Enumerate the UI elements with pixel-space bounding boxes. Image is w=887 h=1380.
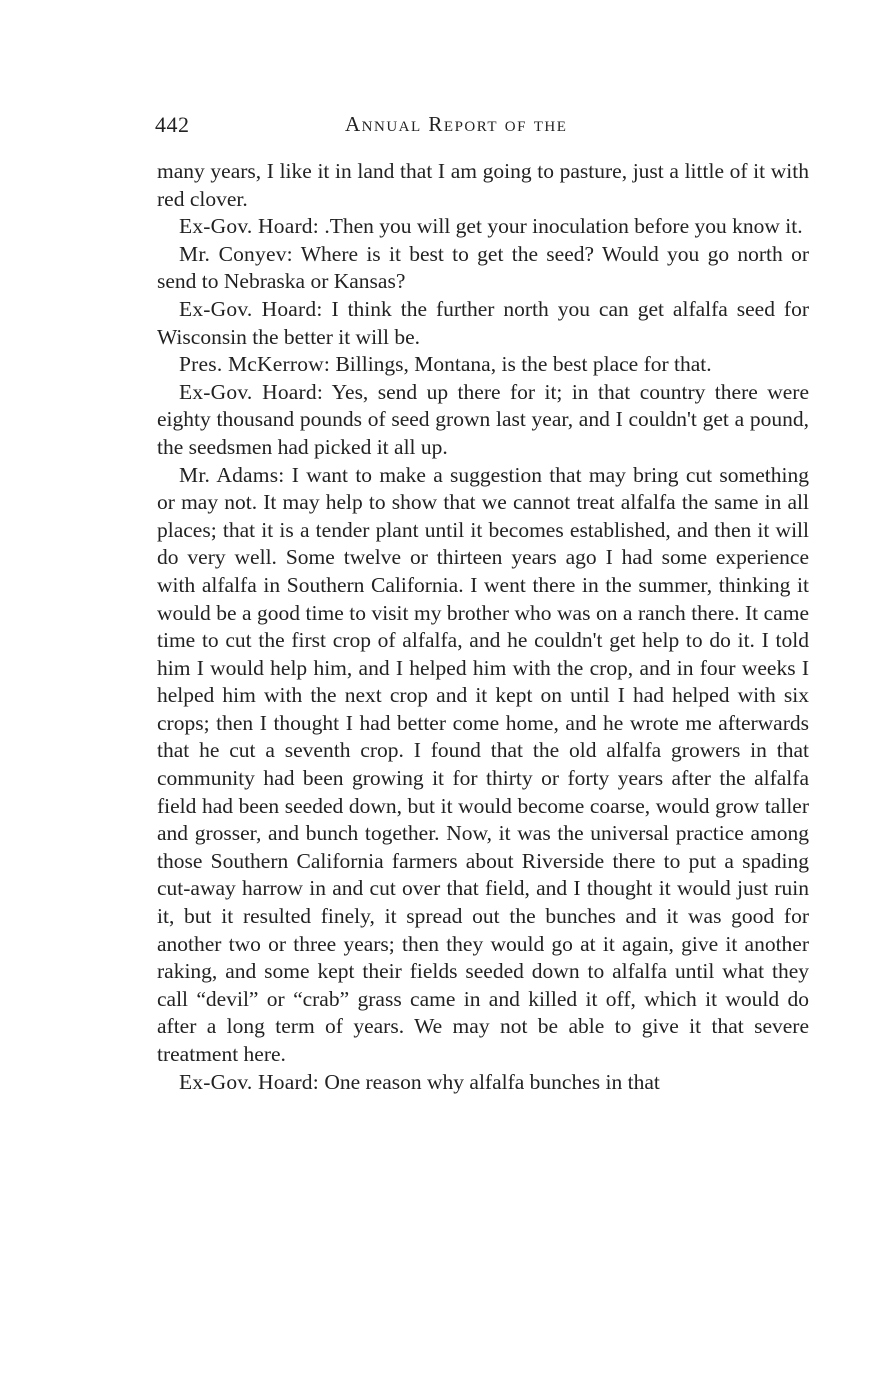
speaker-label: Ex-Gov. Hoard: (179, 1069, 319, 1094)
paragraph-text: Where is it best to get the seed? Would you go north or send to Nebraska or Kansas? (157, 241, 809, 294)
paragraph (157, 462, 809, 1069)
page-header (155, 112, 815, 146)
paragraph (157, 379, 809, 462)
speaker-label: Pres. McKerrow: (179, 352, 331, 377)
paragraph-text: .Then you will get your inoculation before you know it. (318, 214, 803, 239)
paragraph (157, 241, 809, 296)
page-number: 442 (155, 112, 190, 137)
speaker-label: Ex-Gov. Hoard: (179, 296, 323, 321)
paragraph-text: many years, I like it in land that I am going to pasture, just a little of it with red clover. (157, 159, 809, 211)
paragraph-continuation (157, 158, 809, 213)
paragraph (157, 213, 809, 241)
paragraph-text: I want to make a suggestion that may bring cut something or may not. It may help to show that we cannot treat alfalfa the same in all places; that it is a tender plant until it becomes established, and then it will do very well. Some twelve or thirteen years ago I had some experience with alfalfa in Southern California. I went there in the summer, thinking it would be a good time to visit my brother who was on a ranch there. It came time to cut the first crop of alfalfa, and he couldn't get help to do it. I told him I would help him, and I helped him with the crop, and in four weeks I helped him with the next crop and it kept on until I had helped with six crops; then I thought I had better come home, and he wrote me afterwards that he cut a seventh crop. I found that the old alfalfa growers in that community had been growing it for thirty or forty years after the alfalfa field had been seeded down, but it would become coarse, would grow taller and grosser, and bunch together. Now, it was the universal practice among those Southern California farmers about Riverside there to put a spading cut-away harrow in and cut over that field, and I thought it would just ruin it, but it resulted finely, it spread out the bunches and it was good for another two or three years; then they would go at it again, give it another raking, and some kept their fields seeded down to alfalfa until what they call “devil” or “crab” grass came in and killed it off, which it would do after a long term of years. We may not be able to give it that severe treatment here. (157, 462, 809, 1066)
paragraph (157, 296, 809, 351)
paragraph (157, 351, 809, 379)
body-text (157, 158, 809, 1096)
paragraph-text: I think the further north you can get alfalfa seed for Wisconsin the better it will be. (157, 296, 809, 349)
speaker-label: Ex-Gov. Hoard: (179, 379, 323, 404)
running-head: Annual Report of the (345, 112, 568, 136)
paragraph-text: Billings, Montana, is the best place for that. (330, 352, 712, 377)
speaker-label: Ex-Gov. Hoard: (179, 214, 319, 239)
paragraph-text: One reason why alfalfa bunches in that (318, 1069, 660, 1094)
speaker-label: Mr. Adams: (179, 462, 285, 487)
paragraph-text: Yes, send up there for it; in that country there were eighty thousand pounds of seed grown last year, and I couldn't get a pound, the seedsmen had picked it all up. (157, 379, 809, 459)
paragraph (157, 1069, 809, 1097)
speaker-label: Mr. Conyev: (179, 241, 293, 266)
